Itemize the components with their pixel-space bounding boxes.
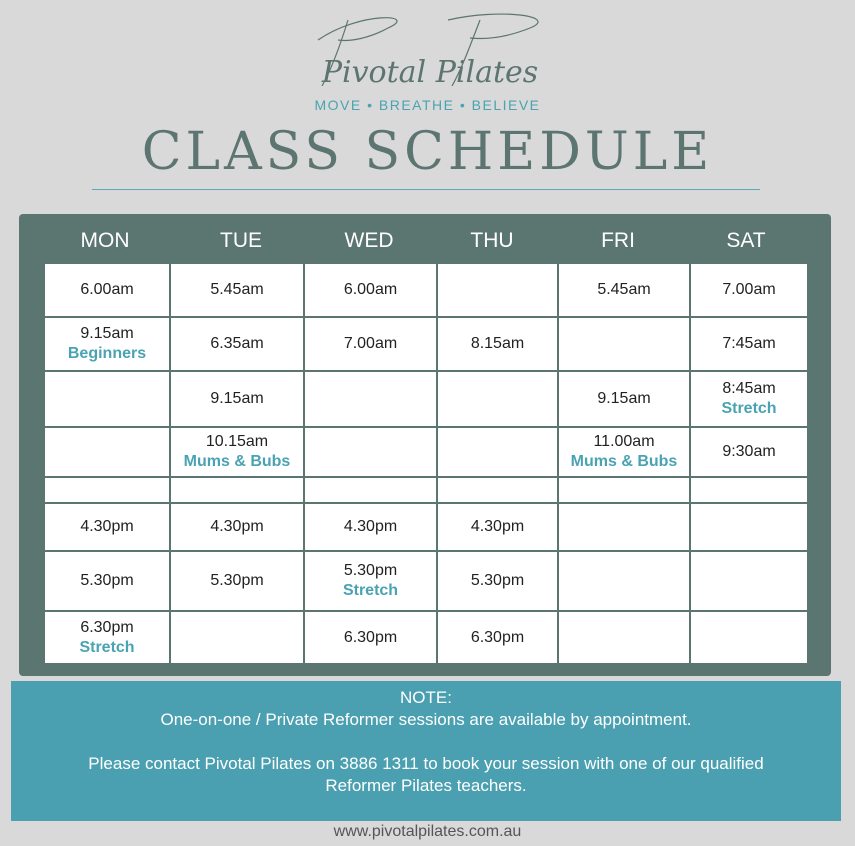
class-time: 4.30pm: [343, 518, 398, 535]
class-type: Beginners: [67, 345, 147, 362]
day-header-mon: MON: [80, 229, 130, 252]
day-header-fri: FRI: [601, 229, 635, 252]
class-time: 9.15am: [597, 390, 651, 407]
note-line-2: Please contact Pivotal Pilates on 3886 1311 to book your session with one of our qualified: [88, 754, 764, 773]
class-slot-thu: [438, 334, 557, 354]
class-slot-sat: [691, 280, 807, 300]
class-slot-wed: [305, 561, 436, 601]
class-slot-tue: [171, 389, 303, 409]
class-slot-thu: [438, 628, 557, 648]
class-time: 6.30pm: [80, 618, 134, 636]
class-slot-thu: [438, 571, 557, 591]
pivotal-pilates-logo: [0, 6, 855, 86]
grid-divider: [303, 264, 305, 663]
class-slot-wed: [305, 280, 436, 300]
class-time: 7.00am: [722, 281, 776, 298]
class-slot-mon: [45, 280, 169, 300]
class-slot-thu: [438, 517, 557, 537]
class-time: 6.30pm: [470, 628, 525, 646]
class-slot-mon: [45, 618, 169, 658]
page-title: CLASS SCHEDULE: [141, 122, 714, 182]
class-time: 5.30pm: [343, 562, 398, 579]
website-link[interactable]: www.pivotalpilates.com.au: [333, 823, 522, 840]
class-time: 7.00am: [343, 335, 398, 352]
schedule-grid: [45, 264, 807, 663]
note-heading: NOTE:: [400, 688, 452, 707]
title-divider: [92, 189, 760, 190]
logo-wordmark: Pivotal Pilates: [321, 55, 539, 86]
class-slot-fri: [559, 280, 689, 300]
class-slot-sat: [691, 334, 807, 354]
class-slot-wed: [305, 334, 436, 354]
class-type: Mums & Bubs: [183, 453, 291, 470]
note-line-1: One-on-one / Private Reformer sessions are available by appointment.: [160, 710, 692, 729]
class-type: Stretch: [342, 582, 399, 599]
class-slot-wed: [305, 517, 436, 537]
class-slot-tue: [171, 571, 303, 591]
class-slot-wed: [305, 628, 436, 648]
class-slot-fri: [559, 432, 689, 472]
class-slot-fri: [559, 389, 689, 409]
class-time: 5.30pm: [470, 572, 525, 589]
grid-divider: [45, 550, 807, 552]
class-type: Mums & Bubs: [570, 453, 678, 470]
note-box: [11, 681, 841, 821]
class-time: 5.30pm: [210, 572, 264, 589]
day-header-thu: THU: [470, 229, 514, 252]
grid-divider: [45, 502, 807, 504]
class-slot-tue: [171, 334, 303, 354]
class-slot-mon: [45, 324, 169, 364]
grid-divider: [689, 264, 691, 663]
class-type: Stretch: [721, 400, 777, 417]
grid-divider: [45, 426, 807, 428]
day-header-sat: SAT: [726, 229, 766, 252]
brand-tagline: MOVE • BREATHE • BELIEVE: [314, 97, 541, 113]
grid-divider: [45, 370, 807, 372]
class-time: 9.15am: [210, 390, 264, 407]
class-slot-mon: [45, 517, 169, 537]
class-slot-mon: [45, 571, 169, 591]
day-header-tue: TUE: [220, 229, 262, 252]
class-time: 4.30pm: [470, 518, 525, 535]
class-time: 8:45am: [722, 380, 776, 397]
class-time: 8.15am: [470, 335, 525, 352]
class-slot-sat: [691, 379, 807, 419]
class-time: 4.30pm: [210, 518, 264, 535]
class-time: 9:30am: [722, 443, 776, 460]
class-time: 11.00am: [593, 433, 655, 450]
class-time: 6.35am: [210, 335, 264, 352]
class-time: 4.30pm: [80, 518, 134, 535]
grid-divider: [45, 610, 807, 612]
class-time: 5.45am: [210, 281, 264, 298]
class-time: 6.00am: [343, 281, 398, 298]
class-time: 9.15am: [80, 325, 134, 342]
class-time: 7:45am: [722, 335, 776, 352]
class-slot-tue: [171, 432, 303, 472]
class-time: 5.45am: [597, 281, 651, 298]
note-line-3: Reformer Pilates teachers.: [325, 776, 527, 795]
grid-divider: [45, 476, 807, 478]
class-time: 6.30pm: [343, 628, 398, 646]
class-time: 6.00am: [80, 281, 134, 298]
class-slot-tue: [171, 517, 303, 537]
day-header-wed: WED: [344, 229, 394, 252]
class-slot-sat: [691, 442, 807, 462]
grid-divider: [436, 264, 438, 663]
grid-divider: [45, 316, 807, 318]
class-time: 5.30pm: [80, 572, 134, 589]
class-type: Stretch: [79, 638, 135, 656]
class-time: 10.15am: [205, 433, 269, 450]
class-slot-tue: [171, 280, 303, 300]
